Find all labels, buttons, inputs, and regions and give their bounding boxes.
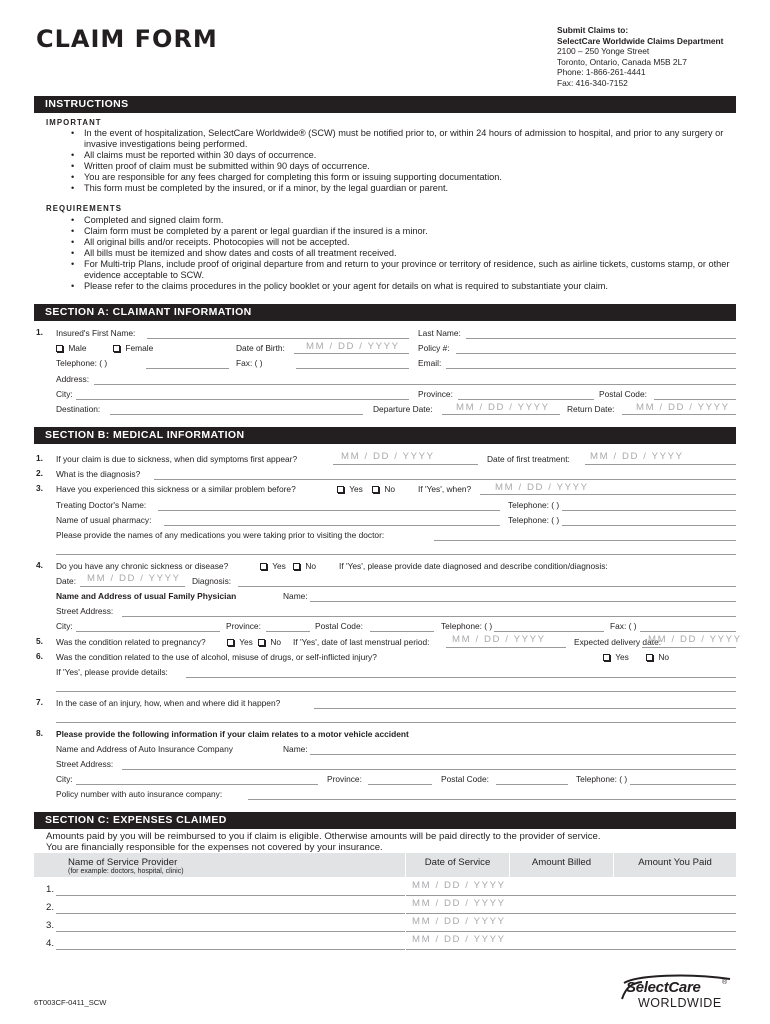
q6-yes[interactable] — [603, 652, 629, 662]
question-number: 3. — [36, 483, 43, 493]
q1-date-placeholder[interactable]: MM / DD / YYYY — [341, 451, 435, 462]
q4-diagnosis-label: Diagnosis: — [192, 576, 232, 586]
list-item: • You are responsible for any fees charged for completing this form or issuing supporting documentation. — [66, 172, 731, 183]
list-item: • For Multi-trip Plans, include proof of original departure from and return to your province or territory of residence, such as airline tickets, customs stamp, or other evidence acceptable to SCW. — [66, 259, 731, 281]
submit-block — [557, 25, 723, 89]
col-billed-header: Amount Billed — [531, 857, 592, 868]
date-placeholder[interactable]: MM / DD / YYYY — [412, 880, 506, 891]
row-number: 3. — [46, 920, 55, 931]
list-item: • All claims must be reported within 30 days of occurrence. — [66, 150, 731, 161]
q5c-label: Expected delivery date: — [574, 637, 662, 647]
q6b-field[interactable] — [186, 677, 736, 678]
q5-yes[interactable] — [227, 637, 253, 647]
submit-heading: Submit Claims to: — [557, 25, 629, 35]
submit-addr1: 2100 – 250 Yonge Street — [557, 46, 650, 57]
female-label: Female — [125, 343, 154, 353]
auto-tel-label: Telephone: ( ) — [576, 774, 628, 784]
q3-yes[interactable] — [337, 484, 363, 494]
policy-auto-field[interactable] — [248, 799, 736, 800]
auto-street-label: Street Address: — [56, 759, 114, 769]
q3-when-label: If 'Yes', when? — [418, 484, 472, 494]
section-c-para2: You are financially responsible for the expenses not covered by your insurance. — [46, 842, 383, 853]
requirements-heading: REQUIREMENTS — [46, 204, 123, 213]
q5-no[interactable] — [258, 637, 281, 647]
destination-field[interactable] — [110, 414, 363, 415]
date-placeholder[interactable]: MM / DD / YYYY — [412, 898, 506, 909]
important-list — [66, 128, 731, 194]
policy-label: Policy #: — [418, 343, 450, 353]
q5c-date-field[interactable] — [642, 647, 736, 648]
page-title: CLAIM FORM — [36, 25, 218, 53]
question-number: 8. — [36, 728, 43, 738]
fax-field[interactable] — [296, 368, 409, 369]
requirements-list — [66, 215, 731, 292]
phys-fax-label: Fax: ( ) — [610, 621, 637, 631]
email-label: Email: — [418, 358, 442, 368]
list-item: • This form must be completed by the insured, or if a minor, by the legal guardian or parent. — [66, 183, 731, 194]
q7-field-2[interactable] — [56, 722, 736, 723]
telephone-field[interactable] — [146, 368, 229, 369]
question-number: 1. — [36, 327, 43, 337]
dob-placeholder[interactable]: MM / DD / YYYY — [306, 341, 400, 352]
column-divider — [509, 853, 510, 957]
q1b-date-field[interactable] — [585, 464, 736, 465]
auto-postal-label: Postal Code: — [441, 774, 489, 784]
return-placeholder[interactable]: MM / DD / YYYY — [636, 402, 730, 413]
question-number: 4. — [36, 560, 43, 570]
pharmacy-tel-field[interactable] — [562, 525, 736, 526]
row-number: 2. — [46, 902, 55, 913]
q4-no[interactable] — [293, 561, 316, 571]
list-item: • In the event of hospitalization, SelectCare Worldwide® (SCW) must be notified prior to, or within 24 hours of admission to hospital, and prior to any surgery or invasive investigations being performed. — [66, 128, 731, 150]
dob-label: Date of Birth: — [236, 343, 285, 353]
list-item: • Written proof of claim must be submitted within 90 days of occurrence. — [66, 161, 731, 172]
checkbox-icon[interactable] — [337, 486, 344, 493]
checkbox-icon[interactable] — [260, 563, 267, 570]
row-number: 1. — [46, 884, 55, 895]
street-field[interactable] — [122, 616, 736, 617]
policy-field[interactable] — [456, 353, 736, 354]
departure-field[interactable] — [442, 414, 560, 415]
city-field[interactable] — [76, 399, 409, 400]
q7-field[interactable] — [314, 708, 736, 709]
q6b-field-2[interactable] — [56, 691, 736, 692]
auto-postal-field[interactable] — [496, 784, 568, 785]
checkbox-icon[interactable] — [227, 639, 234, 646]
checkbox-icon[interactable] — [56, 345, 63, 352]
q5b-date-placeholder[interactable]: MM / DD / YYYY — [452, 634, 546, 645]
no-label: No — [384, 484, 396, 494]
q6b-label: If 'Yes', please provide details: — [56, 667, 168, 677]
female-option[interactable] — [113, 343, 153, 353]
q5c-date-placeholder[interactable]: MM / DD / YYYY — [648, 634, 742, 645]
section-b-bar: SECTION B: MEDICAL INFORMATION — [34, 427, 736, 444]
q1b-date-placeholder[interactable]: MM / DD / YYYY — [590, 451, 684, 462]
yes-label: Yes — [239, 637, 253, 647]
q3-date-field[interactable] — [480, 494, 736, 495]
auto-street-field[interactable] — [122, 769, 736, 770]
phys-city-field[interactable] — [76, 631, 220, 632]
q2-label: What is the diagnosis? — [56, 469, 141, 479]
col-paid-header: Amount You Paid — [638, 857, 712, 868]
q3-no[interactable] — [372, 484, 395, 494]
important-heading: IMPORTANT — [46, 118, 102, 127]
auto-label: Name and Address of Auto Insurance Company — [56, 744, 233, 754]
auto-province-field[interactable] — [368, 784, 432, 785]
q1-label: If your claim is due to sickness, when did symptoms first appear? — [56, 454, 298, 464]
last-name-label: Last Name: — [418, 328, 461, 338]
checkbox-icon[interactable] — [372, 486, 379, 493]
doctor-field[interactable] — [158, 510, 500, 511]
row-line[interactable] — [406, 931, 736, 932]
q4b-label: If 'Yes', please provide date diagnosed and describe condition/diagnosis: — [339, 561, 608, 571]
phys-postal-field[interactable] — [370, 631, 434, 632]
departure-label: Departure Date: — [373, 404, 433, 414]
family-phys-name-field[interactable] — [310, 601, 736, 602]
list-item: • All bills must be itemized and show dates and costs of all treatment received. — [66, 248, 731, 259]
question-number: 6. — [36, 651, 43, 661]
question-number: 1. — [36, 453, 43, 463]
date-placeholder[interactable]: MM / DD / YYYY — [412, 934, 506, 945]
q4-label: Do you have any chronic sickness or disease? — [56, 561, 229, 571]
yes-label: Yes — [349, 484, 363, 494]
question-number: 2. — [36, 468, 43, 478]
checkbox-icon[interactable] — [603, 654, 610, 661]
q3-date-placeholder[interactable]: MM / DD / YYYY — [495, 482, 589, 493]
city-label: City: — [56, 389, 73, 399]
last-name-field[interactable] — [466, 338, 736, 339]
section-a-bar: SECTION A: CLAIMANT INFORMATION — [34, 304, 736, 321]
provider-field[interactable] — [56, 913, 405, 914]
pharmacy-field[interactable] — [164, 525, 500, 526]
q2-field[interactable] — [154, 479, 736, 480]
col-provider-header: Name of Service Provider — [68, 857, 178, 868]
yes-label: Yes — [615, 652, 629, 662]
q1-date-field[interactable] — [333, 464, 478, 465]
phys-tel-field[interactable] — [494, 631, 604, 632]
q5b-label: If 'Yes', date of last menstrual period: — [293, 637, 430, 647]
list-item: • Claim form must be completed by a parent or legal guardian if the insured is a minor. — [66, 226, 731, 237]
logo-bottom-text: WORLDWIDE — [638, 996, 722, 1010]
submit-phone: Phone: 1-866-261-4441 — [557, 67, 646, 78]
first-name-field[interactable] — [147, 338, 409, 339]
row-line[interactable] — [406, 913, 736, 914]
selectcare-logo — [618, 973, 736, 1011]
date-placeholder[interactable]: MM / DD / YYYY — [412, 916, 506, 927]
row-line[interactable] — [406, 895, 736, 896]
no-label: No — [658, 652, 670, 662]
col-date-header: Date of Service — [424, 857, 491, 868]
form-code: 6T003CF-0411_SCW — [34, 998, 107, 1007]
list-item: • Please refer to the claims procedures in the policy booklet or your agent for details on what is required to substantiate your claim. — [66, 281, 731, 292]
no-label: No — [270, 637, 282, 647]
meds-label: Please provide the names of any medications you were taking prior to visiting the doctor: — [56, 530, 385, 540]
phys-province-field[interactable] — [266, 631, 310, 632]
q7-label: In the case of an injury, how, when and where did it happen? — [56, 698, 281, 708]
row-number: 4. — [46, 938, 55, 949]
q6-label: Was the condition related to the use of alcohol, misuse of drugs, or self-inflicted injury? — [56, 652, 377, 662]
policy-auto-label: Policy number with auto insurance company: — [56, 789, 223, 799]
family-phys-name-label: Name: — [283, 591, 308, 601]
q3-label: Have you experienced this sickness or a similar problem before? — [56, 484, 296, 494]
checkbox-icon[interactable] — [258, 639, 265, 646]
auto-city-field[interactable] — [76, 784, 318, 785]
family-phys-label: Name and Address of usual Family Physician — [56, 591, 237, 601]
provider-field[interactable] — [56, 895, 405, 896]
section-c-bar: SECTION C: EXPENSES CLAIMED — [34, 812, 736, 829]
q6-no[interactable] — [646, 652, 669, 662]
row-line[interactable] — [406, 949, 736, 950]
email-field[interactable] — [446, 368, 736, 369]
q5-label: Was the condition related to pregnancy? — [56, 637, 206, 647]
no-label: No — [305, 561, 317, 571]
checkbox-icon[interactable] — [646, 654, 653, 661]
provider-field[interactable] — [56, 949, 405, 950]
return-label: Return Date: — [567, 404, 615, 414]
list-item: • Completed and signed claim form. — [66, 215, 731, 226]
submit-addr2: Toronto, Ontario, Canada M5B 2L7 — [557, 56, 687, 67]
male-label: Male — [68, 343, 87, 353]
question-number: 7. — [36, 697, 43, 707]
return-field[interactable] — [622, 414, 736, 415]
auto-name-field[interactable] — [310, 754, 736, 755]
province-field[interactable] — [458, 399, 594, 400]
pharmacy-label: Name of usual pharmacy: — [56, 515, 152, 525]
doctor-label: Treating Doctor's Name: — [56, 500, 147, 510]
checkbox-icon[interactable] — [113, 345, 120, 352]
column-divider — [613, 853, 614, 957]
phys-province-label: Province: — [226, 621, 261, 631]
submit-dept: SelectCare Worldwide Claims Department — [557, 35, 724, 46]
address-label: Address: — [56, 374, 90, 384]
auto-name-label: Name: — [283, 744, 308, 754]
auto-tel-field[interactable] — [630, 784, 736, 785]
telephone-label: Telephone: ( ) — [56, 358, 108, 368]
dob-field[interactable] — [294, 353, 409, 354]
logo-top-text: SelectCare — [626, 979, 701, 996]
address-field[interactable] — [94, 384, 736, 385]
question-number: 5. — [36, 636, 43, 646]
q4-yes[interactable] — [260, 561, 286, 571]
q4-date-field[interactable] — [80, 586, 185, 587]
postal-label: Postal Code: — [599, 389, 647, 399]
meds-field[interactable] — [434, 540, 736, 541]
phys-fax-field[interactable] — [640, 631, 736, 632]
submit-fax: Fax: 416-340-7152 — [557, 77, 628, 88]
meds-field-2[interactable] — [56, 554, 736, 555]
street-label: Street Address: — [56, 606, 114, 616]
column-divider — [405, 853, 406, 957]
logo-reg-mark: ® — [722, 979, 728, 986]
list-item: • All original bills and/or receipts. Photocopies will not be accepted. — [66, 237, 731, 248]
doctor-tel-field[interactable] — [562, 510, 736, 511]
doctor-tel-label: Telephone: ( ) — [508, 500, 560, 510]
provider-field[interactable] — [56, 931, 405, 932]
province-label: Province: — [418, 389, 453, 399]
fax-label: Fax: ( ) — [236, 358, 263, 368]
section-c-para1: Amounts paid by you will be reimbursed to you if claim is eligible. Otherwise amounts will be paid directly to the provider of service. — [46, 831, 601, 842]
q5b-date-field[interactable] — [446, 647, 566, 648]
q1b-label: Date of first treatment: — [487, 454, 570, 464]
departure-placeholder[interactable]: MM / DD / YYYY — [456, 402, 550, 413]
phys-postal-label: Postal Code: — [315, 621, 363, 631]
postal-field[interactable] — [654, 399, 736, 400]
destination-label: Destination: — [56, 404, 101, 414]
q4-date-placeholder[interactable]: MM / DD / YYYY — [87, 573, 181, 584]
pharmacy-tel-label: Telephone: ( ) — [508, 515, 560, 525]
instructions-bar: INSTRUCTIONS — [34, 96, 736, 113]
col-provider-example: (for example: doctors, hospital, clinic) — [68, 868, 184, 875]
first-name-label: Insured's First Name: — [56, 328, 136, 338]
q4-date-label: Date: — [56, 576, 77, 586]
phys-city-label: City: — [56, 621, 73, 631]
q4-diagnosis-field[interactable] — [238, 586, 736, 587]
q8-label: Please provide the following information if your claim relates to a motor vehicle accident — [56, 729, 409, 739]
yes-label: Yes — [272, 561, 286, 571]
phys-tel-label: Telephone: ( ) — [441, 621, 493, 631]
male-option[interactable] — [56, 343, 86, 353]
auto-city-label: City: — [56, 774, 73, 784]
checkbox-icon[interactable] — [293, 563, 300, 570]
auto-province-label: Province: — [327, 774, 362, 784]
